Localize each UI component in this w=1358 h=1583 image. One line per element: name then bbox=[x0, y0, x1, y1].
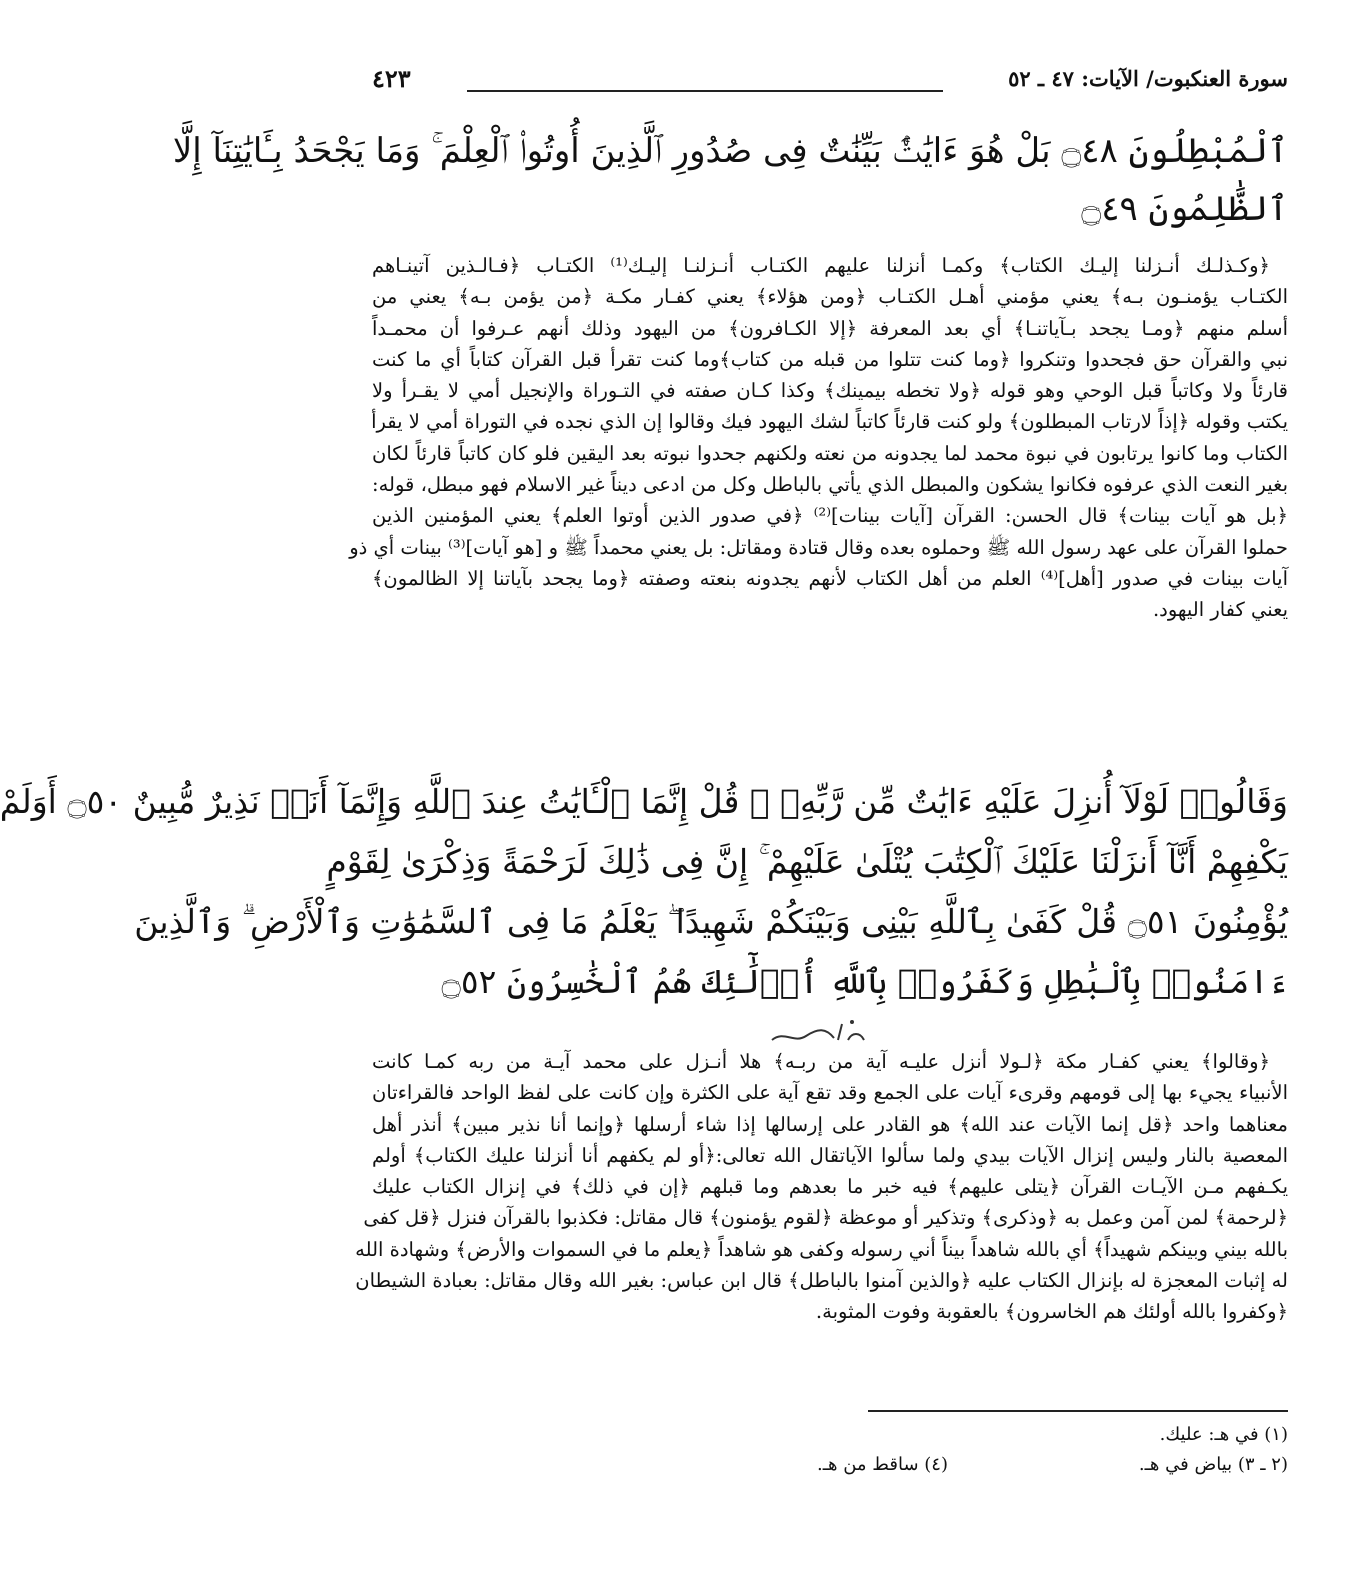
commentary-line: الأنبياء يجيء بها إلى قومهم وقرىء آيات على الجمع وقد تقع آية على الكثرة وإن كانت على لفظ الواحد فالقراءتان bbox=[372, 1081, 1288, 1105]
verse-line: ءَامَنُوا۟ بِٱلْبَٰطِلِ وَكَفَرُوا۟ بِٱللَّهِ أُو۟لَٰٓئِكَ هُمُ ٱلْخَٰسِرُونَ ۝٥٢ bbox=[441, 962, 1288, 1001]
page-number: ٤٢٣ bbox=[372, 64, 411, 93]
handwritten-margin-note bbox=[764, 1010, 874, 1050]
commentary-line: نبي والقرآن حق فجحدوا وتنكروا ﴿وما كنت تتلوا من قبله من كتاب﴾وما كنت تقرأ قبل القرآن كتاباً أي ما كنت bbox=[372, 347, 1288, 371]
commentary-line: يكـفهم مـن الآيـات القرآن ﴿يتلى عليهم﴾ فيه خبر ما بعدهم وما قبلهم ﴿إن في ذلك﴾ في إنزال الكتاب عليك bbox=[372, 1175, 1288, 1199]
commentary-line: قارئاً ولا وكاتباً قبل الوحي وهو قوله ﴿ولا تخطه بيمينك﴾ وكذا كـان صفته في التـوراة والإنجيل أمي لا يقـرأ ولا bbox=[372, 379, 1288, 403]
verse-line: يَكْفِهِمْ أَنَّآ أَنزَلْنَا عَلَيْكَ ٱلْكِتَٰبَ يُتْلَىٰ عَلَيْهِمْ ۚ إِنَّ فِى ذَٰلِكَ لَرَحْمَةً وَذِكْرَىٰ لِقَوْمٍ bbox=[326, 842, 1288, 881]
commentary-line: ﴿لرحمة﴾ لمن آمن وعمل به ﴿وذكرى﴾ وتذكير أو موعظة ﴿لقوم يؤمنون﴾ قال مقاتل: فكذبوا بالقرآن فنزل ﴿قل كفى bbox=[363, 1206, 1288, 1230]
quran-verse-block-2 bbox=[0, 772, 1288, 1012]
commentary-block-1 bbox=[349, 250, 1288, 626]
commentary-line: بغير النعت الذي عرفوه فكانوا يشكون والمبطل الذي يأتي بالباطل وكل من ادعى ديناً غير الاسلام فهو مبطل، قوله: bbox=[372, 473, 1288, 497]
commentary-line: يكتب وقوله ﴿إذاً لارتاب المبطلون﴾ ولو كنت قارئاً كاتباً لشك اليهود فيك وقالوا إن الذي نجده في التوراة أمي لا يقرأ bbox=[371, 410, 1288, 434]
footnote-divider bbox=[868, 1410, 1288, 1412]
commentary-line: حملوا القرآن على عهد رسول الله ﷺ وحملوه بعده وقال قتادة ومقاتل: بل يعني محمداً ﷺ و [هو آيات]⁽³⁾ بينات أي ذو bbox=[349, 535, 1288, 559]
commentary-line: أسلم منهم ﴿ومـا يجحد بـآياتنـا﴾ أي بعد المعرفة ﴿إلا الكـافرون﴾ من اليهود وذلك أنهم عـرفوا أن محمـداً bbox=[372, 316, 1288, 340]
commentary-line: بالله بيني وبينكم شهيداً﴾ أي بالله شاهداً بيناً أني رسوله وكفى هو شاهداً ﴿يعلم ما في السموات والأرض﴾ وشهادة الله bbox=[355, 1237, 1288, 1261]
footnote-2-3: (٢ ـ ٣) بياض في هـ. bbox=[1138, 1454, 1288, 1475]
commentary-line: ﴿وكفروا بالله أولئك هم الخاسرون﴾ بالعقوبة وفوت المثوبة. bbox=[815, 1300, 1288, 1324]
commentary-line: المعصية بالنار وليس إنزال الآيات بيدي ولما سألوا الآياتقال الله تعالى:﴿أو لم يكفهم أنا أنزلنا عليك الكتاب﴾ أولم bbox=[372, 1143, 1288, 1167]
footnote-row bbox=[372, 1420, 1288, 1450]
commentary-line: ﴿وقالوا﴾ يعني كفـار مكة ﴿لـولا أنزل عليـه آية من ربـه﴾ هلا أنـزل على محمد آيـة من ربه كمـا كانت bbox=[372, 1050, 1270, 1073]
commentary-line: الكتـاب يؤمنـون بـه﴾ يعني مؤمني أهـل الكتـاب ﴿ومن هؤلاء﴾ يعني كفـار مكـة ﴿من يؤمن بـه﴾ يعني من bbox=[372, 285, 1288, 309]
verse-line: ٱلظَّٰلِمُونَ ۝٤٩ bbox=[1081, 189, 1288, 229]
surah-title: سورة العنكبوت/ الآيات: ٤٧ ـ ٥٢ bbox=[1008, 66, 1288, 91]
commentary-line: الكتاب وما كانوا يرتابون في نبوة محمد لما يجدونه من نعته ولكنهم جحدوا نبوته بعد اليقين فلو كان كاتباً قارئاً لكان bbox=[372, 441, 1288, 465]
footnotes bbox=[372, 1420, 1288, 1480]
commentary-line: يعني كفار اليهود. bbox=[1152, 598, 1288, 622]
verse-line: يُؤْمِنُونَ ۝٥١ قُلْ كَفَىٰ بِٱللَّهِ بَيْنِى وَبَيْنَكُمْ شَهِيدًا ۖ يَعْلَمُ مَا فِى ٱلسَّمَٰوَٰتِ وَٱلْأَرْضِ ۗ وَٱلَّذِينَ bbox=[134, 902, 1288, 941]
verse-line: وَقَالُوا۟ لَوْلَآ أُنزِلَ عَلَيْهِ ءَايَٰتٌ مِّن رَّبِّهِۦ ۖ قُلْ إِنَّمَا ٱلْـَٔايَٰتُ عِندَ ٱللَّهِ وَإِنَّمَآ أَنَا۠ نَذِيرٌ مُّبِينٌ ۝٥٠ أَوَلَمْ bbox=[0, 782, 1288, 821]
commentary-line: ﴿بل هو آيات بينات﴾ قال الحسن: القرآن [آيات بينات]⁽²⁾ ﴿في صدور الذين أوتوا العلم﴾ يعني المؤمنين الذين bbox=[372, 504, 1288, 528]
commentary-line: له إثبات المعجزة له بإنزال الكتاب عليه ﴿والذين آمنوا بالباطل﴾ قال ابن عباس: بغير الله وقال مقاتل: بعبادة الشيطان bbox=[355, 1269, 1288, 1293]
commentary-line: آيات بينات في صدور [أهل]⁽⁴⁾ العلم من أهل الكتاب لأنهم يجدونه بنعته وصفته ﴿وما يجحد بآياتنا إلا الظالمون﴾ bbox=[372, 566, 1288, 590]
commentary-line: ﴿وكـذلـك أنـزلنا إليـك الكتاب﴾ وكمـا أنزلنا عليهم الكتـاب أنـزلنـا إليـك⁽¹⁾ الكتـاب ﴿فـالـذين آتينـاهم bbox=[372, 254, 1270, 277]
header-rule bbox=[467, 90, 943, 92]
commentary-block-2 bbox=[355, 1046, 1289, 1328]
footnote-4: (٤) ساقط من هـ. bbox=[817, 1454, 948, 1475]
page-header bbox=[372, 60, 1288, 100]
verse-line: ٱلْمُبْطِلُونَ ۝٤٨ بَلْ هُوَ ءَايَٰتٌۢ بَيِّنَٰتٌ فِى صُدُورِ ٱلَّذِينَ أُوتُوا۟ ٱلْعِلْمَ ۚ وَمَا يَجْحَدُ بِـَٔايَٰتِنَآ إِلَّا bbox=[172, 131, 1288, 171]
footnote-row bbox=[372, 1450, 1288, 1480]
footnote-1: (١) في هـ: عليك. bbox=[1159, 1424, 1288, 1445]
quran-verse-block-1 bbox=[172, 122, 1288, 238]
commentary-line: معناهما واحد ﴿قل إنما الآيات عند الله﴾ هو القادر على إرسالها إذا شاء أرسلها ﴿وإنما أنا نذير مبين﴾ أنذر أهل bbox=[372, 1112, 1289, 1136]
